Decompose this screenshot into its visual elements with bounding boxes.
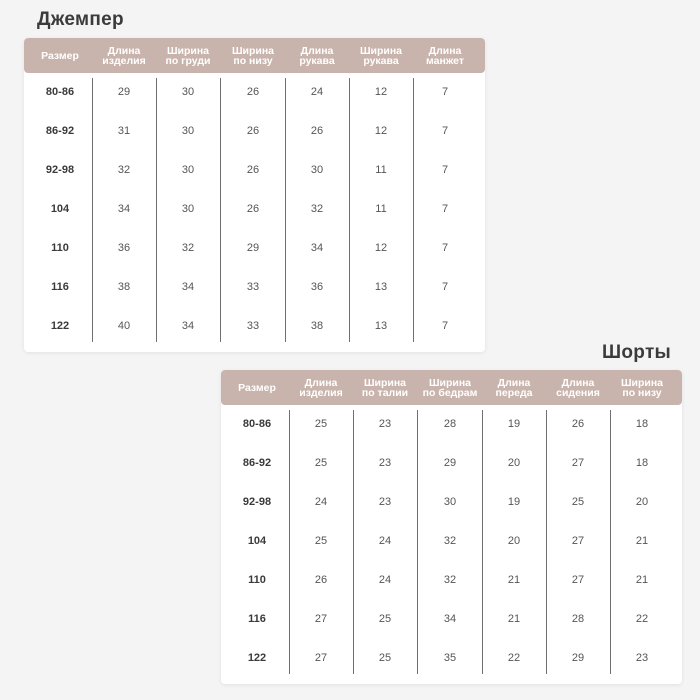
shorts-value-cell: 20 [635,496,649,508]
jumper-value-cell: 26 [246,86,260,98]
jumper-header-cell: Ширина рукава [359,44,403,67]
shorts-value-cell: 27 [314,652,328,664]
shorts-size-cell: 80-86 [242,418,272,430]
shorts-size-table [221,370,682,684]
jumper-value-cell: 36 [117,242,131,254]
jumper-value-cell: 7 [441,203,449,215]
shorts-header-cell: Ширина по бедрам [422,376,478,399]
shorts-size-cell: 92-98 [242,496,272,508]
shorts-value-cell: 21 [635,574,649,586]
shorts-value-cell: 28 [571,613,585,625]
shorts-value-cell: 18 [635,418,649,430]
jumper-value-cell: 32 [310,203,324,215]
jumper-value-cell: 13 [374,281,388,293]
jumper-value-cell: 30 [181,164,195,176]
jumper-value-cell: 12 [374,242,388,254]
jumper-header-cell: Ширина по низу [231,44,275,67]
jumper-value-cell: 33 [246,281,260,293]
jumper-size-cell: 80-86 [45,86,75,98]
shorts-value-cell: 25 [314,535,328,547]
shorts-value-cell: 24 [314,496,328,508]
jumper-value-cell: 7 [441,164,449,176]
shorts-value-cell: 27 [571,535,585,547]
shorts-title: Шорты [602,342,672,363]
jumper-title: Джемпер [37,9,124,30]
shorts-value-cell: 32 [443,535,457,547]
jumper-value-cell: 33 [246,320,260,332]
shorts-value-cell: 26 [571,418,585,430]
jumper-header-cell: Длина рукава [299,44,335,67]
shorts-column-divider [482,410,483,674]
shorts-value-cell: 21 [507,613,521,625]
jumper-header-cell: Размер [41,49,79,62]
shorts-header-cell: Размер [238,381,276,394]
shorts-column-divider [417,410,418,674]
jumper-column-divider [156,78,157,342]
jumper-size-cell: 116 [51,281,69,293]
shorts-value-cell: 25 [314,418,328,430]
shorts-value-cell: 23 [378,457,392,469]
shorts-value-cell: 18 [635,457,649,469]
shorts-value-cell: 27 [571,457,585,469]
jumper-column-divider [285,78,286,342]
jumper-value-cell: 26 [246,164,260,176]
shorts-value-cell: 25 [378,652,392,664]
shorts-value-cell: 28 [443,418,457,430]
shorts-value-cell: 30 [443,496,457,508]
jumper-value-cell: 11 [375,203,387,215]
jumper-value-cell: 34 [117,203,131,215]
jumper-value-cell: 34 [310,242,324,254]
shorts-table-header [221,370,682,405]
shorts-value-cell: 32 [443,574,457,586]
shorts-size-cell: 110 [248,574,266,586]
jumper-value-cell: 40 [117,320,131,332]
jumper-value-cell: 30 [181,125,195,137]
jumper-value-cell: 34 [181,281,195,293]
jumper-column-divider [92,78,93,342]
shorts-value-cell: 21 [507,574,521,586]
shorts-value-cell: 25 [314,457,328,469]
shorts-column-divider [610,410,611,674]
jumper-value-cell: 7 [441,125,449,137]
shorts-column-divider [353,410,354,674]
shorts-value-cell: 22 [507,652,521,664]
jumper-value-cell: 38 [117,281,131,293]
jumper-value-cell: 32 [181,242,195,254]
jumper-value-cell: 24 [310,86,324,98]
shorts-value-cell: 22 [635,613,649,625]
jumper-value-cell: 13 [374,320,388,332]
shorts-header-cell: Ширина по низу [620,376,664,399]
shorts-value-cell: 21 [635,535,649,547]
jumper-table-header [24,38,485,73]
shorts-value-cell: 24 [378,574,392,586]
shorts-header-cell: Ширина по талии [361,376,409,399]
jumper-value-cell: 26 [246,125,260,137]
shorts-value-cell: 26 [314,574,328,586]
shorts-size-cell: 86-92 [242,457,272,469]
jumper-value-cell: 7 [441,86,449,98]
shorts-value-cell: 19 [507,496,521,508]
jumper-value-cell: 26 [310,125,324,137]
jumper-header-cell: Ширина по груди [165,44,211,67]
shorts-header-cell: Длина переда [495,376,533,399]
shorts-header-cell: Длина изделия [299,376,343,399]
shorts-size-cell: 116 [248,613,266,625]
jumper-size-cell: 92-98 [45,164,75,176]
jumper-size-cell: 122 [50,320,70,332]
shorts-value-cell: 25 [571,496,585,508]
shorts-value-cell: 24 [378,535,392,547]
shorts-value-cell: 29 [571,652,585,664]
jumper-value-cell: 7 [441,320,449,332]
jumper-value-cell: 26 [246,203,260,215]
shorts-value-cell: 20 [507,535,521,547]
jumper-column-divider [220,78,221,342]
jumper-value-cell: 31 [117,125,131,137]
jumper-size-cell: 86-92 [45,125,75,137]
shorts-value-cell: 19 [507,418,521,430]
shorts-size-cell: 122 [247,652,267,664]
shorts-header-cell: Длина сидения [556,376,600,399]
jumper-value-cell: 29 [117,86,131,98]
jumper-value-cell: 11 [375,164,387,176]
jumper-header-cell: Длина манжет [426,44,464,67]
jumper-column-divider [413,78,414,342]
jumper-column-divider [349,78,350,342]
jumper-value-cell: 36 [310,281,324,293]
jumper-value-cell: 30 [181,86,195,98]
jumper-size-table [24,38,485,352]
jumper-value-cell: 32 [117,164,131,176]
jumper-value-cell: 34 [181,320,195,332]
shorts-value-cell: 27 [571,574,585,586]
jumper-value-cell: 30 [181,203,195,215]
jumper-size-cell: 110 [51,242,69,254]
shorts-size-cell: 104 [247,535,267,547]
shorts-value-cell: 34 [443,613,457,625]
shorts-value-cell: 23 [378,418,392,430]
shorts-value-cell: 23 [378,496,392,508]
shorts-column-divider [289,410,290,674]
jumper-header-cell: Длина изделия [102,44,146,67]
shorts-value-cell: 27 [314,613,328,625]
jumper-size-cell: 104 [50,203,70,215]
jumper-value-cell: 12 [374,86,388,98]
shorts-value-cell: 25 [378,613,392,625]
shorts-column-divider [546,410,547,674]
shorts-value-cell: 23 [635,652,649,664]
jumper-value-cell: 7 [441,281,449,293]
shorts-value-cell: 20 [507,457,521,469]
jumper-value-cell: 38 [310,320,324,332]
shorts-value-cell: 35 [443,652,457,664]
jumper-value-cell: 29 [246,242,260,254]
jumper-value-cell: 12 [374,125,388,137]
shorts-value-cell: 29 [443,457,457,469]
jumper-value-cell: 30 [310,164,324,176]
jumper-value-cell: 7 [441,242,449,254]
